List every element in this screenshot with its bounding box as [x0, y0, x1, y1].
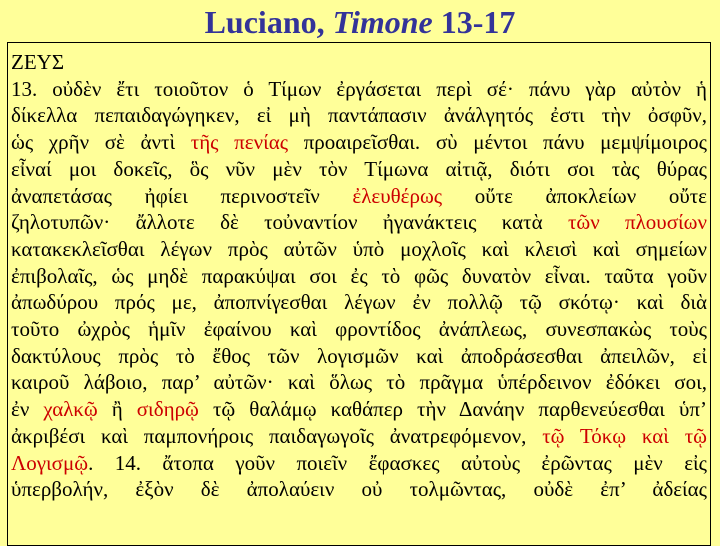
- text-line: [11, 289, 707, 316]
- text-line: [11, 156, 707, 183]
- highlighted-phrase: τῆς πενίας: [190, 130, 289, 155]
- highlighted-phrase: τῶν πλουσίων: [567, 210, 707, 235]
- text-segment: οὔτε ἀποκλείων οὔτε: [442, 183, 707, 208]
- text-line: [11, 343, 707, 370]
- text-line: [11, 263, 707, 290]
- text-line: [11, 316, 707, 343]
- text-segment: προαιρεῖσθαι. σὺ μέντοι πάνυ μεμψίμοιρος: [288, 130, 707, 155]
- text-line: [11, 183, 707, 210]
- text-line: [11, 129, 707, 156]
- highlighted-phrase: σιδηρῷ: [136, 397, 199, 422]
- text-line: [11, 476, 707, 503]
- text-segment: ζηλοτυπῶν· ἄλλοτε δὲ τοὐναντίον ἠγανάκτεις κατὰ: [11, 210, 568, 235]
- greek-text-box: [7, 42, 711, 546]
- highlighted-phrase: τῷ Τόκῳ καὶ τῷ: [542, 423, 707, 448]
- title-work: Timone: [332, 4, 433, 40]
- speaker-label: ΖΕΥΣ: [11, 50, 65, 74]
- text-segment: ἀπωδύρου πρός με, ἀποπνίγεσθαι λέγων ἐν πολλῷ τῷ σκότῳ· καὶ διὰ: [11, 290, 707, 315]
- highlighted-phrase: χαλκῷ: [43, 397, 98, 422]
- highlighted-phrase: ἐλευθέρως: [352, 183, 443, 208]
- text-segment: ἢ: [97, 397, 137, 422]
- text-line: [11, 209, 707, 236]
- text-segment: εἶναί μοι δοκεῖς, ὃς νῦν μὲν τὸν Τίμωνα αἰτιᾷ, διότι σοι τὰς θύρας: [11, 156, 707, 181]
- text-segment: δίκελλα πεπαιδαγώγηκεν, εἰ μὴ παντάπασιν ἀνάλγητός ἐστι τὴν ὀσφῦν,: [11, 103, 707, 128]
- text-line: [11, 423, 707, 450]
- text-line: [11, 396, 707, 423]
- text-line: [11, 236, 707, 263]
- text-segment: . 14. ἄτοπα γοῦν ποιεῖν ἔφασκες αὐτοὺς ἐρῶντας μὲν εἰς: [88, 450, 707, 475]
- text-segment: ἐπιβολαῖς, ὡς μηδὲ παρακύψαι σοι ἐς τὸ φῶς δυνατὸν εἶναι. ταῦτα γοῦν: [11, 263, 707, 288]
- text-segment: ἐν: [11, 397, 44, 422]
- text-line: [11, 450, 707, 477]
- text-segment: τοῦτο ὠχρὸς ἡμῖν ἐφαίνου καὶ φροντίδος ἀνάπλεως, συνεσπακὼς τοὺς: [11, 317, 707, 342]
- title-range: 13-17: [440, 4, 516, 40]
- text-segment: ἀναπετάσας ἠφίει περινοστεῖν: [11, 183, 353, 208]
- text-line: [11, 369, 707, 396]
- title-author: Luciano,: [204, 4, 325, 40]
- text-line: [11, 76, 707, 103]
- text-segment: καιροῦ λάβοιο, παρ’ αὐτῶν· καὶ ὅλως τὸ πρᾶγμα ὑπέρδεινον ἐδόκει σοι,: [11, 370, 707, 395]
- greek-passage: [8, 43, 710, 503]
- text-segment: ὡς χρῆν σὲ ἀντὶ: [11, 130, 191, 155]
- text-segment: κατακεκλεῖσθαι λέγων πρὸς αὐτῶν ὑπὸ μοχλοῖς καὶ κλεισὶ καὶ σημείων: [11, 236, 707, 261]
- text-segment: τῷ θαλάμῳ καθάπερ τὴν Δανάην παρθενεύεσθαι ὑπ’: [198, 397, 707, 422]
- text-segment: ὑπερβολήν, ἐξὸν δὲ ἀπολαύειν οὐ τολμῶντας, οὐδὲ ἐπ’ ἀδείας: [11, 477, 707, 502]
- text-segment: 13. οὐδὲν ἔτι τοιοῦτον ὁ Τίμων ἐργάσεται περὶ σέ· πάνυ γὰρ αὐτὸν ἡ: [11, 76, 707, 101]
- text-line: [11, 102, 707, 129]
- highlighted-phrase: Λογισμῷ: [11, 450, 89, 475]
- text-segment: δακτύλους πρὸς τὸ ἔθος τῶν λογισμῶν καὶ ἀποδράσεσθαι ἀπειλῶν, εἰ: [11, 343, 707, 368]
- slide-title: [0, 2, 720, 42]
- text-segment: ἀκριβέσι καὶ παμπονήροις παιδαγωγοῖς ἀνατρεφόμενον,: [11, 423, 543, 448]
